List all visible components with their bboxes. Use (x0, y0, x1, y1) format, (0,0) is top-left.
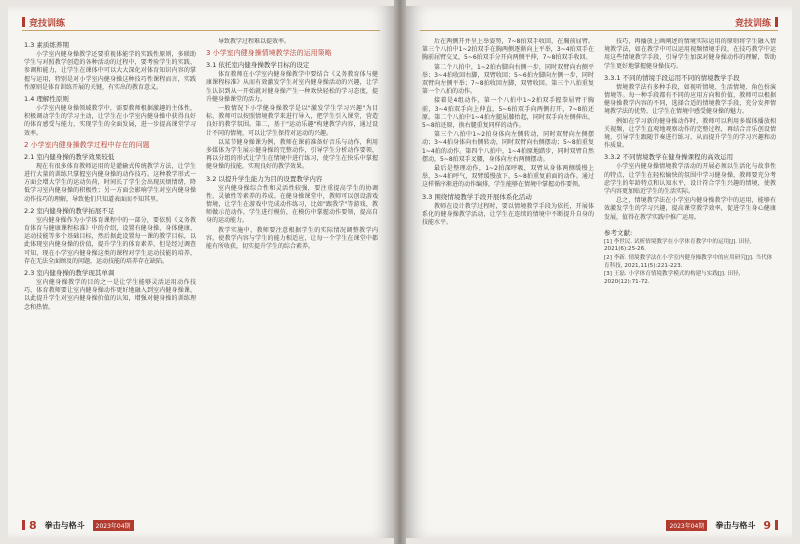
body-paragraph: 室内健身操教学的目的之一是让学生能够灵活运用动作技巧，体育教师要让室内健身操动作更好地融入到室内健身操课，以此提升学生对室内健身操价值的认知，增强对健身操的训练理念和热情。 (24, 279, 196, 311)
reference-item: [2] 李新. 情境教学法在小学室内健身操教学中的应用研究[J]. 当代体育科技, 2021,11(5):221-223. (604, 255, 773, 269)
issue-badge: 2023年04期 (93, 520, 134, 531)
page-number: 8 (29, 518, 37, 532)
right-footer (662, 518, 778, 532)
book-gutter (394, 0, 406, 544)
body-paragraph: 现在有很多体育教师运用的是灌输式传统教学方法，让学生进行大量的训练只掌握室内健身操的动作技巧。这种教学形式一方面会增大学生的运动负荷，时间长了学生会出现厌烦情绪，降低学习室内健身操的积极性；另一方面会影响学生对室内健身操动作技巧的理解，导致他们只知道表面而不知其里。 (24, 162, 196, 203)
subsection-heading: 2.2 室内健身操的教学拓展不足 (24, 206, 115, 215)
right-column-1 (422, 38, 594, 508)
left-column-1 (24, 38, 196, 508)
body-paragraph: 一般情况下小学健身操教学是以"激发学生学习兴趣"为目标，教师可以按照情境教学来进行导入，把学生引入课堂，营造良好的教学氛围。第二，基于"运动乐趣"构建教学内容，通过设计不同的情境，可以让学生保持对运动的兴趣。 (206, 105, 378, 137)
body-paragraph: 后在两侧开并呈上举姿势，7~8拍双手收回，在胸前屈臂。第三个八拍中1~2拍双手在胸两侧逐渐向上平举，3~4拍双手在胸前屈臂交叉，5~6拍双手分开向两侧平伸，7~8拍双手收回。 (422, 38, 594, 62)
left-footer (22, 518, 138, 532)
body-paragraph: 第三个八拍中1~2拍身体向左侧转动，同时双臂向左侧摆动；3~4拍身体向右侧转动，同时双臂向右侧摆动；5~8拍重复1~4拍的动作。第四个八拍中，1~4拍原地踏步，同时双臂自然摆动，5~8拍双手叉腰，身体向左右两侧摆动。 (422, 131, 594, 163)
body-paragraph: 小学室内健身操情境教学活动的开展必须以生活化与故事性的特点，让学生在轻松愉快的氛围中学习健身操，教师要充分考虑学生的年龄特点和认知水平，设计符合学生兴趣的情境，使教学内容更加贴近学生的生活实际。 (604, 163, 776, 196)
body-paragraph: 情境教学法有多种手段，如视听情境、生活情境、角色扮演情境等。每一种手段都有不同的应用方向和价值，教师可以根据健身操教学内容的不同，选择合适的情境教学手段，充分发挥情境教学法的优势，让学生在情境中感受健身操的魅力。 (604, 83, 776, 116)
body-paragraph: 最后是整理动作，1~2拍深呼吸，双臂从身体两侧缓慢上举，3~4拍呼气，双臂缓慢放下，5~8拍重复前面的动作。通过这样循序渐进的动作编排，学生能够在情境中掌握动作要领。 (422, 165, 594, 189)
subsection-heading: 1.3 素质练养期 (24, 41, 69, 49)
subsection-heading: 3.3.2 不同情境教学在健身操课程的高效运用 (604, 153, 734, 162)
subsection-heading: 3.3.1 不同的情境手段运用不同的情境教学手段 (604, 73, 740, 82)
body-paragraph: 以某节健身操课为例，教师在课前准备好音乐与动作，利用多媒体为学生展示健身操的完整动作，引导学生分析动作要领，再以分组的形式让学生在情境中进行练习，使学生在快乐中掌握健身操的技能，实现良好的教学效果。 (206, 138, 378, 171)
section-heading: 2 小学室内健身操教学过程中存在的问题 (24, 140, 150, 149)
section-header (735, 14, 778, 30)
body-paragraph: 小学室内健身操领域教学中，需要教师根据激趣的主体性，积极调动学生的学习主动，让学生在小学室内健身操中获得良好的体育感受与能力，实现学生的全面发展，进一步提高课堂学习效率。 (24, 105, 196, 137)
subsection-heading: 3.3 围绕情境教学手段开展体系化活动 (422, 192, 532, 201)
body-paragraph: 教师在设计教学过程时，要以情境教学手段为依托，开展体系化的健身操教学活动，让学生在连续的情境中不断提升自身的技能水平。 (422, 202, 594, 227)
header-rule (420, 30, 778, 31)
body-paragraph: 体育教师在小学室内健身操教学中要结合《义务教育体与健康课程标准》从而有效激发学生对室内健身操活动的兴趣，让学生认识到从一开始就对健身操产生一种欢快轻松的学习态度，提升健身操课堂的活力。 (206, 71, 378, 103)
body-paragraph: 总之，情境教学法在小学室内健身操教学中的运用，能够有效激发学生的学习兴趣，提高课堂教学效率，促进学生身心健康发展，值得在教学实践中推广运用。 (604, 197, 776, 221)
body-paragraph: 第二个八拍中，1~2拍右脚向右侧一步，同时双臂向右侧平举；3~4拍收回右脚，双臂收回；5~6拍左脚向左侧一步，同时双臂向左侧平举；7~8拍收回左脚，双臂收回。第三个八拍重复第一个八拍的动作。 (422, 63, 594, 96)
subsection-heading: 1.4 理解性原则 (24, 95, 69, 104)
subsection-heading: 2.1 室内健身操的教学效果较低 (24, 152, 115, 161)
reference-item: [1] 李世民. 试析情境教学在小学体育教学中的运用[J]. 田径, 2021(6):25-26. (604, 238, 752, 253)
issue-badge: 2023年04期 (666, 520, 707, 531)
body-paragraph: 室内健身操作为小学体育课程中的一部分，要依照《义务教育体育与健康课程标准》中的介绍，设置有健身操、身体健康、运动技能等多个基础目标，然后据此设置每一课的教学目标，以此体现室内健身操的价值，提升学生的体育素养，但是经过调查可知，现在小学室内健身操这类的课程对学生运动技能的培养，存在无法全面顾及的问题，运动技能的培养存在缺陷。 (24, 216, 196, 265)
footer-bar-icon (22, 520, 25, 530)
left-column-2 (206, 38, 378, 508)
header-rule (22, 30, 380, 31)
footer-bar-icon (775, 520, 778, 530)
right-column-2 (604, 38, 776, 508)
body-paragraph: 小学室内健身操教学还要重视体能学的实践性原则，多联助学生与对照教学创造的各种活动的过程中，要考验学生的实践、参调和能力，让学生在课体中可以大大深化对体育知识内容的掌握与运用，特别是对小学室内健身操这种技巧性课程而言，实践性原则是体育训练开展的关键，有实出的教育意义。 (24, 51, 196, 91)
body-paragraph: 导致教学过程难以提效率。 (218, 38, 291, 45)
subsection-heading: 2.3 室内健身操的教学现其单调 (24, 269, 115, 278)
header-bar-icon (22, 17, 25, 27)
left-page (8, 6, 394, 538)
section-title: 竞技训练 (734, 18, 771, 29)
right-page (406, 6, 792, 538)
header-bar-icon (775, 17, 778, 27)
body-paragraph: 例如在学习新的健身操动作时，教师可以利用多媒体播放相关视频，让学生直观地观察动作的完整过程，再结合音乐创设情境，引导学生跟随节奏进行练习，从而提升学生的学习兴趣和动作质量。 (604, 117, 776, 150)
reference-item: [3] 王磊. 小学体育情境教学模式的构建与实践[J]. 田径, 2020(12):71-72. (604, 271, 741, 285)
body-paragraph: 接着是4组动作，第一个八拍中1~2拍双手握拳屈臂于胸前，3~4拍双手向上伸直，5~6拍双手向两侧打开，7~8拍还原。第二个八拍中1~4拍左腿屈膝抬起，同时双手向左侧伸出，5~8拍还原，换右腿重复同样的动作。 (422, 97, 594, 130)
section-heading: 3 小学室内健身操情境教学法的运用策略 (206, 49, 332, 58)
subsection-heading: 3.1 依托室内健身操教学目标的设定 (206, 61, 310, 70)
section-title: 竞技训练 (29, 18, 66, 29)
body-paragraph: 室内健身操综合性和灵活性较强，要注重提高学生的协调性、灵敏性等素养的养成。在健身操课堂中，教师可以创设游戏情境，让学生在游戏中完成动作练习，比如"跟我学"等游戏，教师做示范动作，学生进行模仿，在模仿中掌握动作要领，提高自身的运动能力。 (206, 184, 378, 225)
references-title: 参考文献: (604, 228, 633, 237)
magazine-name: 拳击与格斗 (715, 520, 756, 530)
magazine-name: 拳击与格斗 (44, 520, 85, 530)
subsection-heading: 3.2 以提升学生能力为目的设置教学内容 (206, 174, 323, 183)
section-header (22, 14, 65, 30)
body-paragraph: 教学实施中，教师要注意根据学生的实际情况调整教学内容，使教学内容与学生的能力相适应，让每一个学生在课堂中都能有所收获，切实提升学生的综合素养。 (206, 226, 378, 251)
body-paragraph: 技巧，再播放上画阐述的情境实际运用的原则将学生融入情境教学法，如在教学中可以运用视频情境手段，在技巧教学中运用这些情境教学手段，引导学生加深对健身操动作的理解，帮助学生更好地掌握健身操技巧。 (604, 38, 776, 70)
page-number: 9 (763, 518, 771, 532)
